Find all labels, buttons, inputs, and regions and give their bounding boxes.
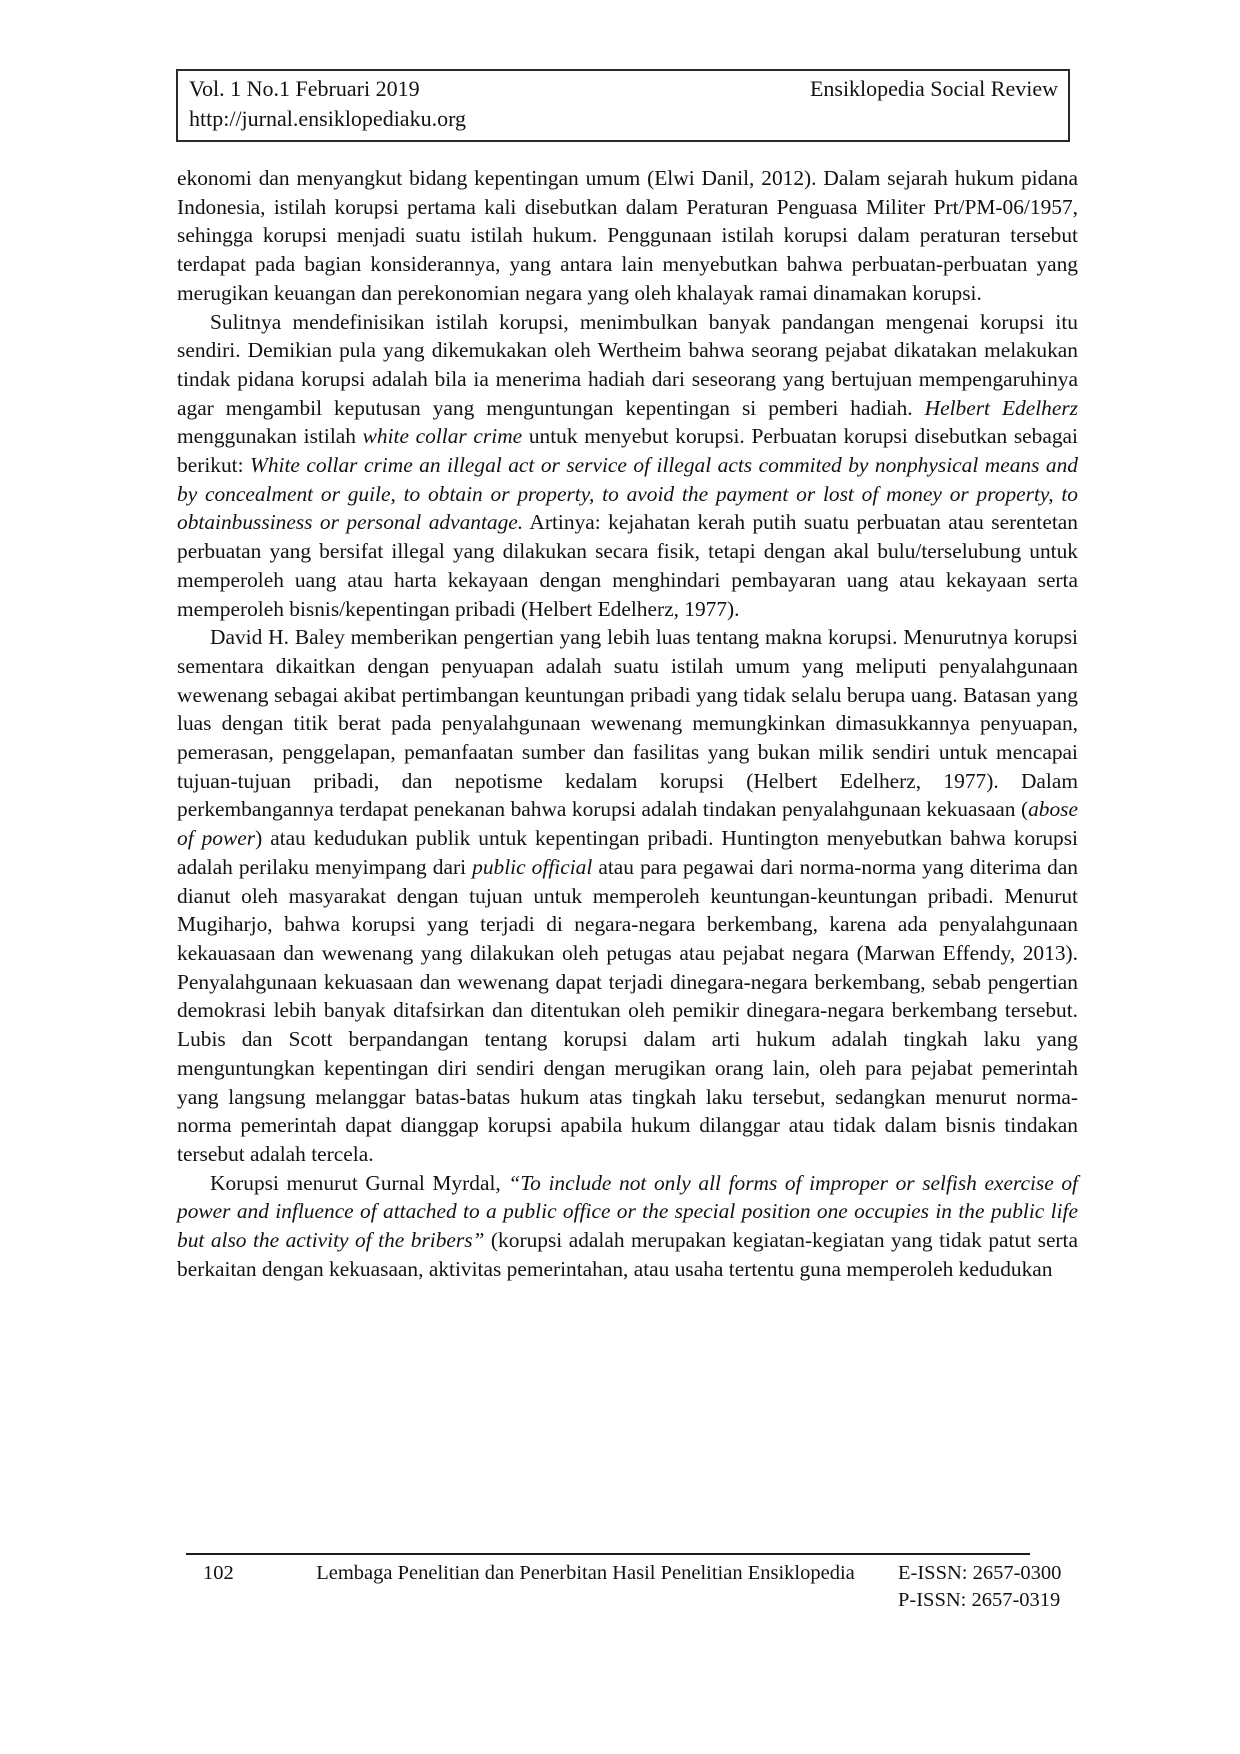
text-run: Sulitnya mendefinisikan istilah korupsi, menimbulkan banyak pandangan mengenai korupsi itu sendiri. Demikian pula yang dikemukakan oleh Wertheim bahwa seorang pejabat dikatakan melakukan tindak pidana korupsi adalah bila ia menerima hadiah dari seseorang yang bertujuan mempengaruhinya agar mengambil keputusan yang menguntungan kepentingan si pemberi hadiah. [177, 309, 1078, 420]
text-run: (korupsi adalah merupakan kegiatan-kegiatan yang tidak patut serta berkaitan dengan kekuasaan, aktivitas pemerintahan, atau usaha tertentu guna memperoleh kedudukan [177, 1228, 1078, 1281]
issn-block [898, 1560, 1078, 1614]
paragraph [177, 164, 1078, 308]
page-footer [177, 1560, 1078, 1614]
e-issn: E-ISSN: 2657-0300 [898, 1562, 1062, 1584]
italic-text-run: Helbert Edelherz [924, 395, 1079, 420]
text-run: menggunakan istilah [177, 424, 363, 449]
text-run: Artinya: kejahatan kerah putih suatu perbuatan atau serentetan perbuatan yang bersifat illegal yang dilakukan secara fisik, tetapi dengan akal bulu/terselubung untuk memperoleh uang atau harta kekayaan dengan menghindari pembayaran uang atau kekayaan serta memperoleh bisnis/kepentingan pribadi (Helbert Edelherz, 1977). [177, 510, 1079, 621]
paragraph [177, 623, 1078, 1168]
text-run: untuk menyebut korupsi. Perbuatan korupsi disebutkan sebagai berikut: [177, 424, 1078, 478]
header-row-top [189, 74, 1058, 104]
italic-text-run: white collar crime [362, 424, 523, 449]
p-issn: P-ISSN: 2657-0319 [898, 1589, 1061, 1611]
text-run: ) atau kedudukan publik untuk kepentingan pribadi. Huntington menyebutkan bahwa korupsi adalah perilaku menyimpang dari [177, 826, 1078, 879]
header-row-bottom [189, 104, 1058, 134]
paragraph [177, 1169, 1078, 1284]
footer-divider [186, 1553, 1030, 1555]
text-run: atau para pegawai dari norma-norma yang diterima dan dianut oleh masyarakat dengan tujuan untuk memperoleh keuntungan-keuntungan pribadi. Menurut Mugiharjo, bahwa korupsi yang terjadi di negara-negara berkembang, karena ada penyalahgunaan kekauasaan dan wewenang yang dilakukan oleh petugas atau pejabat negara (Marwan Effendy, 2013). Penyalahgunaan kekuasaan dan wewenang dapat terjadi dinegara-negara berkembang, sebab pengertian demokrasi lebih banyak ditafsirkan dan ditentukan oleh pemikir dinegara-negara berkembang tersebut. Lubis dan Scott berpandangan tentang korupsi dalam arti hukum adalah tingkah laku yang menguntungkan kepentingan diri sendiri dengan merugikan orang lain, oleh para pejabat pemerintah yang langsung melanggar batas-batas hukum atas tingkah laku tersebut, sedangkan menurut norma-norma pemerintah dapat dianggap korupsi apabila hukum dilanggar atau tidak dalam bisnis tindakan tersebut adalah tercela. [177, 854, 1079, 1166]
italic-text-run: White collar crime an illegal act or service of illegal acts commited by nonphysical means and by concealment or guile, to obtain or property, to avoid the payment or lost of money or property, to obtainbussiness or personal advantage. [177, 453, 1078, 535]
text-run: Korupsi menurut Gurnal Myrdal, [210, 1170, 509, 1195]
paragraph [177, 308, 1078, 624]
italic-text-run: public official [472, 854, 593, 879]
italic-text-run: “To include not only all forms of improper or selfish exercise of power and influence of attached to a public office or the special position one occupies in the public life but also the activity of the bribers” [177, 1170, 1078, 1253]
publisher-name: Lembaga Penelitian dan Penerbitan Hasil Penelitian Ensiklopedia [316, 1562, 855, 1584]
text-run: David H. Baley memberikan pengertian yang lebih luas tentang makna korupsi. Menurutnya korupsi sementara dikaitkan dengan penyuapan adalah suatu istilah umum yang meliputi penyalahgunaan wewenang sebagai akibat pertimbangan keuntungan pribadi yang tidak selalu berupa uang. Batasan yang luas dengan titik berat pada penyalahgunaan wewenang memungkinkan dimasukkannya penyuapan, pemerasan, penggelapan, pemanfaatan sumber dan fasilitas yang bukan milik sendiri untuk mencapai tujuan-tujuan pribadi, dan nepotisme kedalam korupsi (Helbert Edelherz, 1977). Dalam perkembangannya terdapat penekanan bahwa korupsi adalah tindakan penyalahgunaan kekuasaan ( [177, 625, 1078, 822]
journal-header-box [176, 69, 1070, 142]
volume-issue-date: Vol. 1 No.1 Februari 2019 [189, 76, 420, 101]
journal-url: http://jurnal.ensiklopediaku.org [189, 106, 466, 131]
text-run: ekonomi dan menyangkut bidang kepentingan umum (Elwi Danil, 2012). Dalam sejarah hukum pidana Indonesia, istilah korupsi pertama kali disebutkan dalam Peraturan Penguasa Militer Prt/PM-06/1957, sehingga korupsi menjadi suatu istilah hukum. Penggunaan istilah korupsi dalam peraturan tersebut terdapat pada bagian konsiderannya, yang antara lain menyebutkan bahwa perbuatan-perbuatan yang merugikan keuangan dan perekonomian negara yang oleh khalayak ramai dinamakan korupsi. [177, 166, 1078, 305]
journal-title: Ensiklopedia Social Review [809, 76, 1058, 101]
page-number: 102 [203, 1562, 234, 1584]
italic-text-run: abose of power [177, 797, 1078, 851]
article-body [177, 164, 1078, 1283]
